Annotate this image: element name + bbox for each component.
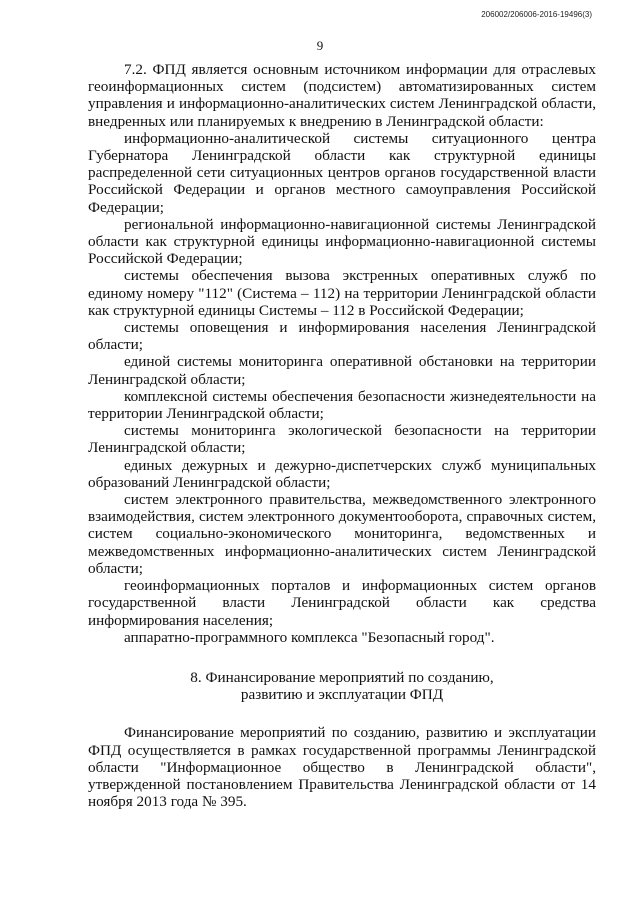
- section-heading-line-2: развитию и эксплуатации ФПД: [240, 686, 444, 704]
- list-item: комплексной системы обеспечения безопасности жизнедеятельности на территории Ленинградской области;: [88, 387, 596, 423]
- section-heading-line-1: 8. Финансирование мероприятий по созданию,: [190, 668, 494, 686]
- list-item: системы мониторинга экологической безопасности на территории Ленинградской области;: [88, 422, 596, 457]
- list-item: системы обеспечения вызова экстренных оперативных служб по единому номеру "112" (Система – 112) на территории Ленинградской области как структурной единицы Системы – 112 в Российской Федерации;: [88, 267, 596, 319]
- document-code: 206002/206006-2016-19496(3): [481, 10, 592, 19]
- intro-paragraph: 7.2. ФПД является основным источником информации для отраслевых геоинформационных систем (подсистем) автоматизированных систем управления и информационно-аналитических систем Ленинградской области, внедренных или планируемых к внедрению в Ленинградской области:: [88, 61, 596, 130]
- list-item: геоинформационных порталов и информационных систем органов государственной власти Ленинградской области как средства информирования населения;: [88, 577, 596, 629]
- list-item: единых дежурных и дежурно-диспетчерских служб муниципальных образований Ленинградской области;: [88, 456, 596, 491]
- list-item: систем электронного правительства, межведомственного электронного взаимодействия, систем электронного документооборота, справочных систем, систем социально-экономического мониторинга, ведомственных и межведомственных информационно-аналитических систем Ленинградской области;: [88, 491, 596, 577]
- list-item: аппаратно-программного комплекса "Безопасный город".: [124, 628, 495, 646]
- document-body: [88, 61, 596, 810]
- section-heading: [88, 669, 596, 703]
- list-item: системы оповещения и информирования населения Ленинградской области;: [88, 319, 596, 354]
- list-item: информационно-аналитической системы ситуационного центра Губернатора Ленинградской области как структурной единицы распределенной сети ситуационных центров органов государственной власти Российской Федерации и органов местного самоуправления Российской Федерации;: [88, 129, 596, 216]
- list-item: региональной информационно-навигационной системы Ленинградской области как структурной единицы информационно-навигационной системы Российской Федерации;: [88, 215, 596, 268]
- list-item: единой системы мониторинга оперативной обстановки на территории Ленинградской области;: [88, 353, 596, 388]
- section-paragraph: Финансирование мероприятий по созданию, развитию и эксплуатации ФПД осуществляется в рамках государственной программы Ленинградской области "Информационное общество в Ленинградской области", утвержденной постановлением Правительства Ленинградской области от 14 ноября 2013 года № 395.: [88, 724, 596, 811]
- page-number: 9: [316, 38, 324, 53]
